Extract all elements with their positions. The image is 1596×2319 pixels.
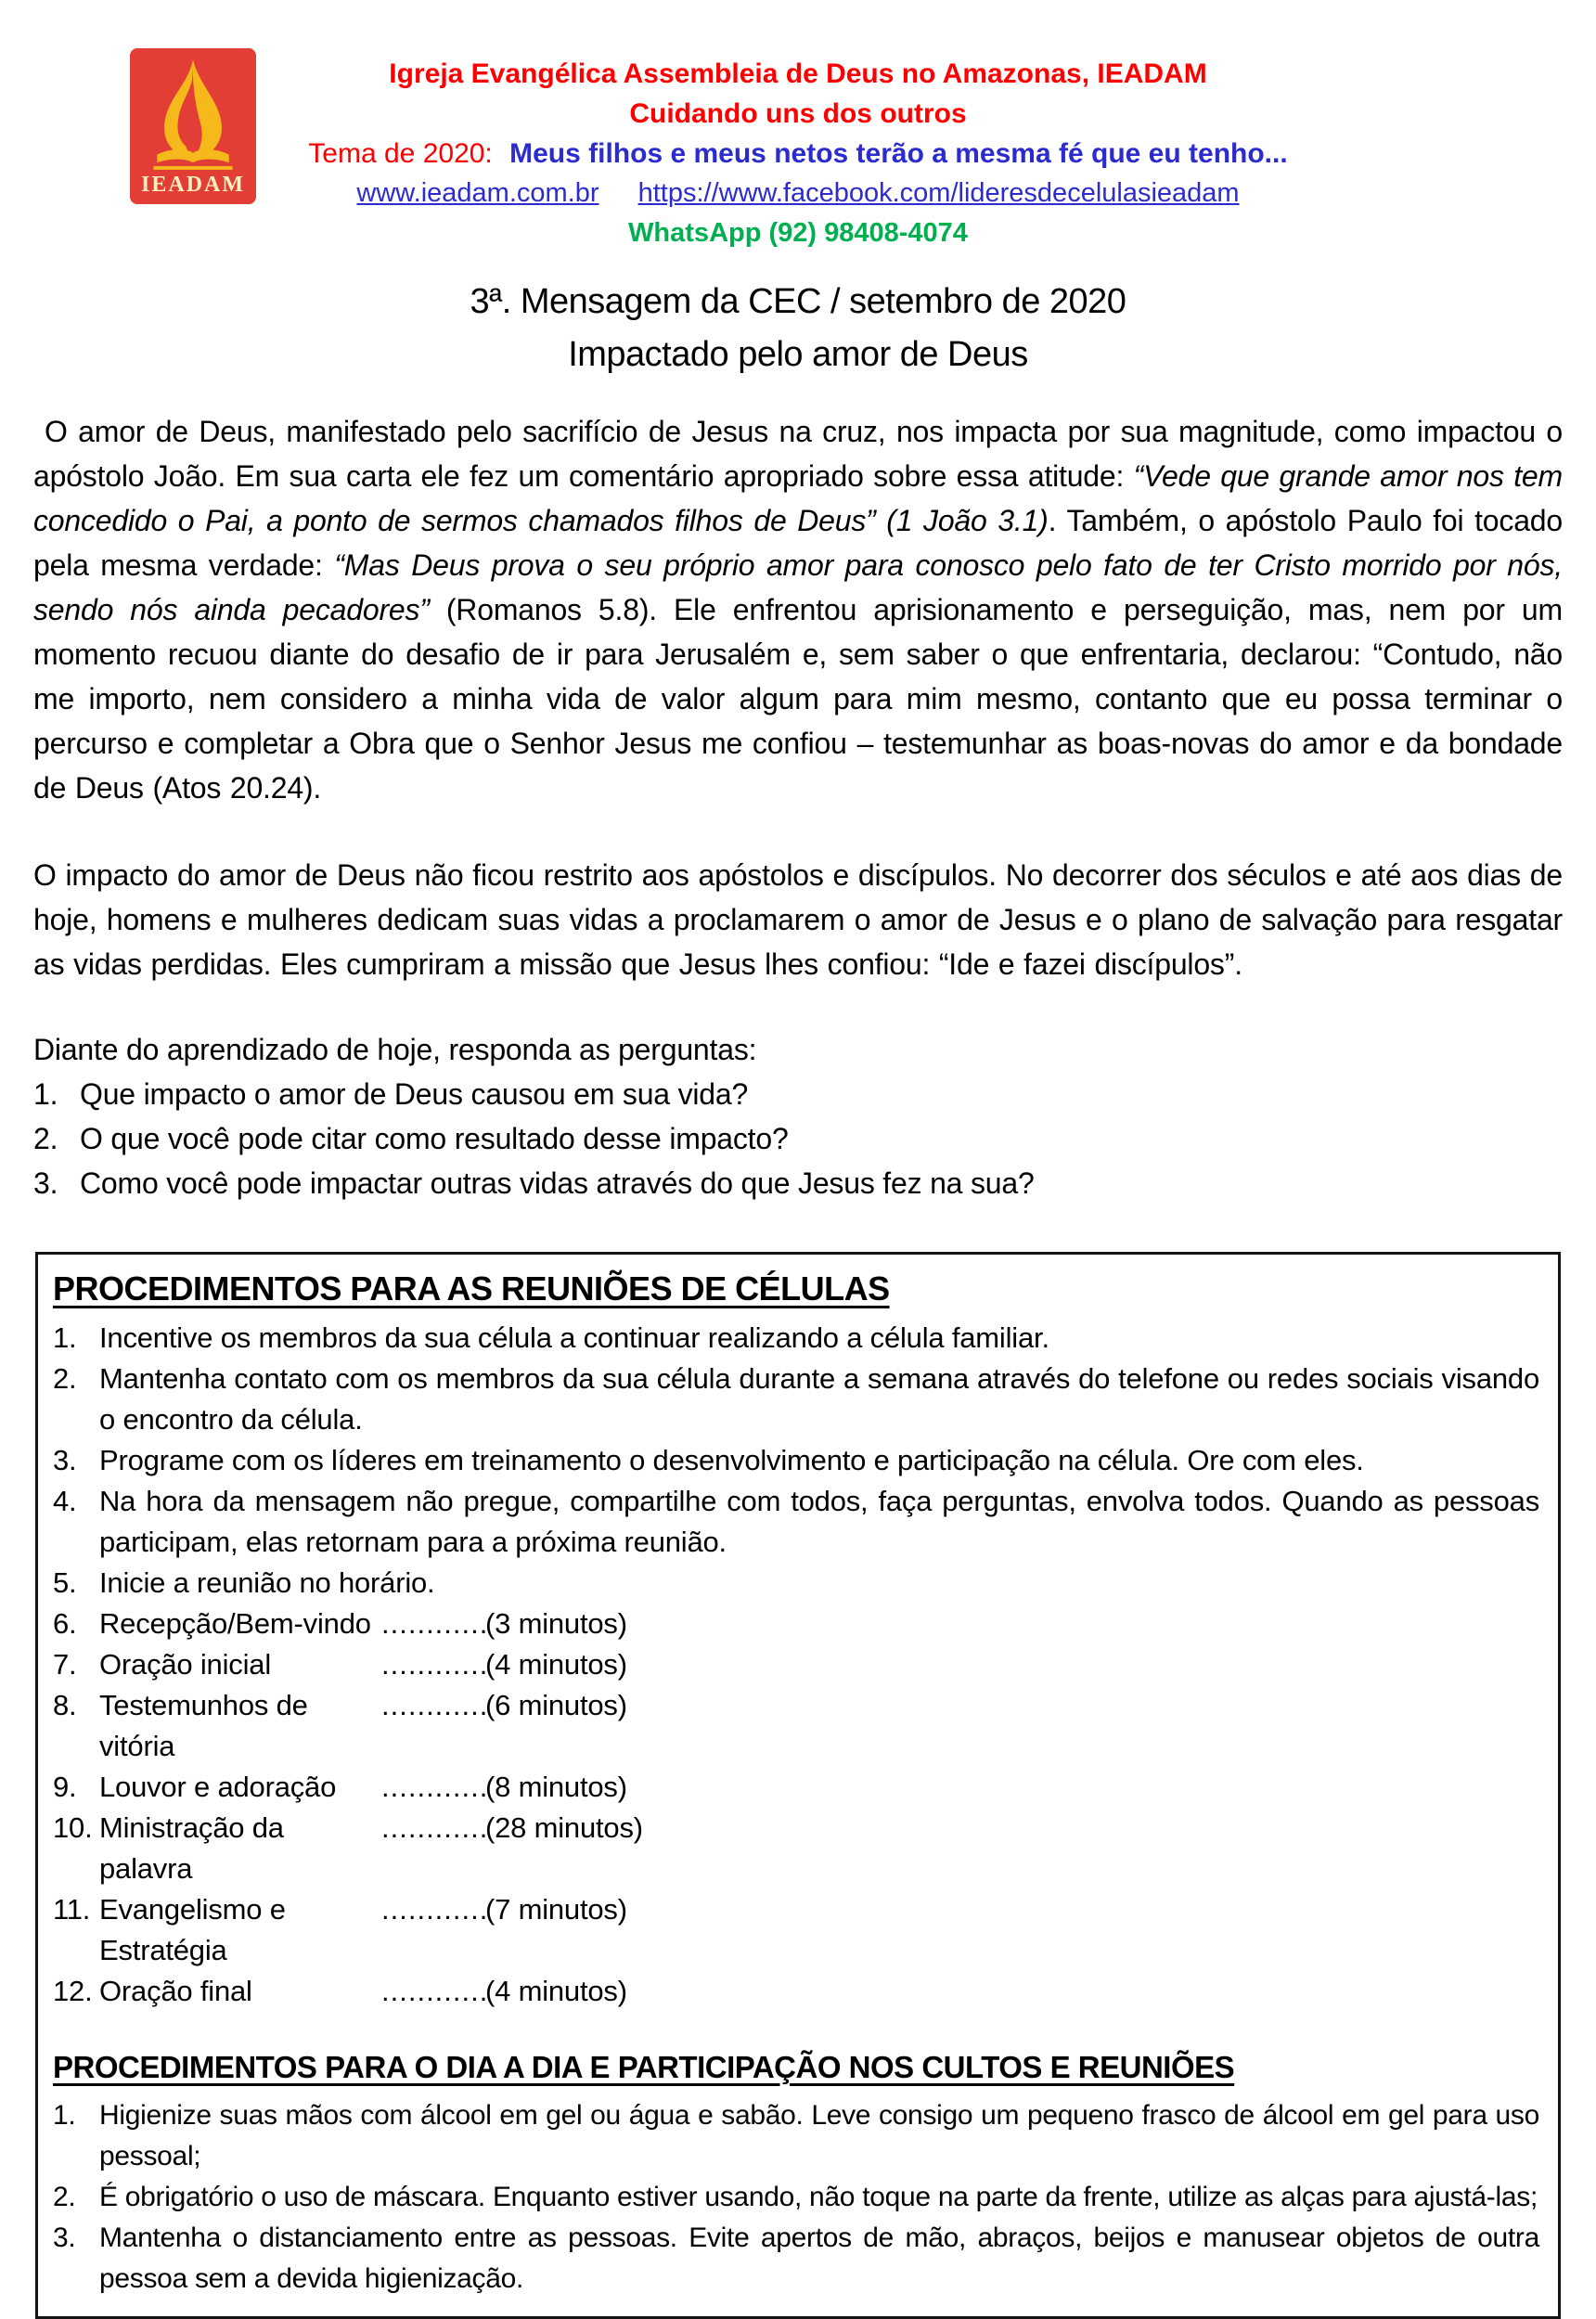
item-number: 2. bbox=[33, 1122, 58, 1155]
book-icon bbox=[157, 149, 228, 162]
questions-intro: Diante do aprendizado de hoje, responda as perguntas: bbox=[33, 1033, 757, 1066]
procedures-box bbox=[35, 1252, 1561, 2319]
question-item bbox=[33, 1161, 1563, 1205]
procedure-text: É obrigatório o uso de máscara. Enquanto estiver usando, não toque na parte da frente, utilize as alças para ajustá-las; bbox=[99, 2182, 1538, 2212]
procedure-text: Mantenha contato com os membros da sua célula durante a semana através do telefone ou redes sociais visando o encontro da célula. bbox=[99, 1362, 1539, 1436]
questions-section bbox=[33, 1027, 1563, 1205]
schedule-label: Testemunhos de vitória bbox=[99, 1689, 308, 1762]
schedule-duration: (8 minutos) bbox=[485, 1771, 627, 1803]
schedule-dots: ............ bbox=[381, 1607, 489, 1640]
schedule-item bbox=[53, 1644, 1539, 1685]
theme-value: Meus filhos e meus netos terão a mesma fé que eu tenho... bbox=[509, 138, 1288, 169]
procedure-text: Na hora da mensagem não pregue, compartilhe com todos, faça perguntas, envolva todos. Quando as pessoas participam, elas retornam para a próxima reunião. bbox=[99, 1485, 1539, 1558]
schedule-duration: (3 minutos) bbox=[485, 1607, 627, 1640]
schedule-duration: (4 minutos) bbox=[485, 1975, 627, 2007]
schedule-duration: (6 minutos) bbox=[485, 1689, 627, 1721]
item-number: 3. bbox=[53, 2222, 76, 2253]
schedule-duration: (28 minutos) bbox=[485, 1811, 643, 1844]
paragraph-text: (Romanos 5.8). Ele enfrentou aprisionamento e perseguição, mas, nem por um momento recuou diante do desafio de ir para Jerusalém e, sem saber o que enfrentaria, declarou: “Contudo, não me importo, nem considero a minha vida de valor algum para mim mesmo, contanto que eu possa terminar o percurso e completar a Obra que o Senhor Jesus me confiou – testemunhar as boas-novas do amor e da bondade de Deus (Atos 20.24). bbox=[33, 593, 1563, 805]
procedure-item bbox=[53, 1440, 1539, 1481]
procedure-item bbox=[53, 2177, 1539, 2218]
schedule-item bbox=[53, 1889, 1539, 1971]
procedure-item bbox=[53, 1318, 1539, 1359]
item-number: 2. bbox=[53, 2182, 76, 2212]
logo-caption: IEADAM bbox=[141, 173, 245, 197]
procedure-text: Programe com os líderes em treinamento o desenvolvimento e participação na célula. Ore com eles. bbox=[99, 1444, 1364, 1476]
schedule-duration: (7 minutos) bbox=[485, 1893, 627, 1926]
item-number: 7. bbox=[53, 1648, 77, 1681]
bible-quote-2: “Mas Deus prova o seu próprio amor para conosco pelo fato de ter Cristo morrido por nós, sendo nós ainda pecadores” bbox=[33, 548, 1563, 626]
schedule-label: Evangelismo e Estratégia bbox=[99, 1893, 286, 1966]
schedule-label: Ministração da palavra bbox=[99, 1811, 284, 1885]
church-motto: Cuidando uns dos outros bbox=[629, 98, 967, 129]
item-number: 5. bbox=[53, 1566, 77, 1599]
schedule-item bbox=[53, 1767, 1539, 1808]
church-name: Igreja Evangélica Assembleia de Deus no Amazonas, IEADAM bbox=[389, 58, 1207, 89]
ieadam-logo bbox=[130, 48, 256, 204]
procedure-item bbox=[53, 1481, 1539, 1563]
item-number: 6. bbox=[53, 1607, 77, 1640]
section2-title: PROCEDIMENTOS PARA O DIA A DIA E PARTICIPAÇÃO NOS CULTOS E REUNIÕES bbox=[53, 2050, 1235, 2084]
schedule-dots: ............ bbox=[381, 1975, 489, 2007]
item-number: 10. bbox=[53, 1811, 93, 1844]
schedule-label: Recepção/Bem-vindo bbox=[99, 1607, 371, 1640]
theme-label: Tema de 2020: bbox=[308, 138, 493, 169]
question-text: Que impacto o amor de Deus causou em sua vida? bbox=[80, 1077, 749, 1111]
whatsapp-line: WhatsApp (92) 98408-4074 bbox=[628, 218, 968, 248]
question-text: O que você pode citar como resultado desse impacto? bbox=[80, 1122, 789, 1155]
schedule-label: Louvor e adoração bbox=[99, 1771, 337, 1803]
schedule-item bbox=[53, 1971, 1539, 2012]
procedure-text: Inicie a reunião no horário. bbox=[99, 1566, 435, 1599]
item-number: 11. bbox=[53, 1893, 91, 1926]
item-number: 3. bbox=[33, 1166, 58, 1200]
message-paragraph-1 bbox=[33, 409, 1563, 810]
procedure-item bbox=[53, 2095, 1539, 2177]
item-number: 1. bbox=[53, 1321, 77, 1354]
item-number: 12. bbox=[53, 1975, 93, 2007]
schedule-label: Oração final bbox=[99, 1975, 252, 2007]
question-text: Como você pode impactar outras vidas através do que Jesus fez na sua? bbox=[80, 1166, 1035, 1200]
facebook-link[interactable]: https://www.facebook.com/lideresdecelulasieadam bbox=[637, 178, 1240, 208]
flame-and-book-icon bbox=[139, 58, 247, 171]
message-paragraph-2: O impacto do amor de Deus não ficou restrito aos apóstolos e discípulos. No decorrer dos séculos e até aos dias de hoje, homens e mulheres dedicam suas vidas a proclamarem o amor de Jesus e o plano de salvação para resgatar as vidas perdidas. Eles cumpriram a missão que Jesus lhes confiou: “Ide e fazei discípulos”. bbox=[33, 858, 1563, 981]
bible-quote-1: “Vede que grande amor nos tem concedido o Pai, a ponto de sermos chamados filhos de Deus” (1 João 3.1) bbox=[33, 459, 1563, 537]
links-line bbox=[33, 174, 1563, 213]
paragraph-text: . Também, o apóstolo Paulo foi tocado pela mesma verdade: bbox=[33, 504, 1563, 582]
schedule-dots: ............ bbox=[381, 1893, 489, 1926]
paragraph-text: O amor de Deus, manifestado pelo sacrifício de Jesus na cruz, nos impacta por sua magnitude, como impactou o apóstolo João. Em sua carta ele fez um comentário apropriado sobre essa atitude: bbox=[33, 415, 1563, 493]
schedule-item bbox=[53, 1604, 1539, 1644]
procedure-text: Mantenha o distanciamento entre as pessoas. Evite apertos de mão, abraços, beijos e manusear objetos de outra pessoa sem a devida higienização. bbox=[99, 2222, 1539, 2294]
item-number: 4. bbox=[53, 1485, 77, 1517]
question-item bbox=[33, 1116, 1563, 1161]
schedule-duration: (4 minutos) bbox=[485, 1648, 627, 1681]
item-number: 2. bbox=[53, 1362, 77, 1395]
item-number: 1. bbox=[53, 2100, 76, 2131]
schedule-dots: ............ bbox=[381, 1689, 489, 1721]
item-number: 8. bbox=[53, 1689, 77, 1721]
website-link[interactable]: www.ieadam.com.br bbox=[356, 178, 599, 208]
schedule-dots: ............ bbox=[381, 1771, 489, 1803]
procedure-text: Incentive os membros da sua célula a continuar realizando a célula familiar. bbox=[99, 1321, 1049, 1354]
schedule-dots: ............ bbox=[381, 1648, 489, 1681]
procedure-text: Higienize suas mãos com álcool em gel ou água e sabão. Leve consigo um pequeno frasco de álcool em gel para uso pessoal; bbox=[99, 2100, 1539, 2171]
theme-line bbox=[33, 134, 1563, 174]
page-subtitle: Impactado pelo amor de Deus bbox=[568, 335, 1028, 374]
schedule-dots: ............ bbox=[381, 1811, 489, 1844]
item-number: 3. bbox=[53, 1444, 77, 1476]
item-number: 9. bbox=[53, 1771, 77, 1803]
procedure-item bbox=[53, 1563, 1539, 1604]
procedure-item bbox=[53, 1359, 1539, 1440]
document-title-block bbox=[33, 276, 1563, 381]
item-number: 1. bbox=[33, 1077, 58, 1111]
question-item bbox=[33, 1072, 1563, 1116]
schedule-item bbox=[53, 1685, 1539, 1767]
schedule-item bbox=[53, 1808, 1539, 1889]
section1-title: PROCEDIMENTOS PARA AS REUNIÕES DE CÉLULAS bbox=[53, 1269, 890, 1308]
document-header bbox=[33, 0, 1563, 253]
schedule-label: Oração inicial bbox=[99, 1648, 272, 1681]
page-title: 3ª. Mensagem da CEC / setembro de 2020 bbox=[470, 282, 1126, 321]
procedure-item bbox=[53, 2218, 1539, 2300]
